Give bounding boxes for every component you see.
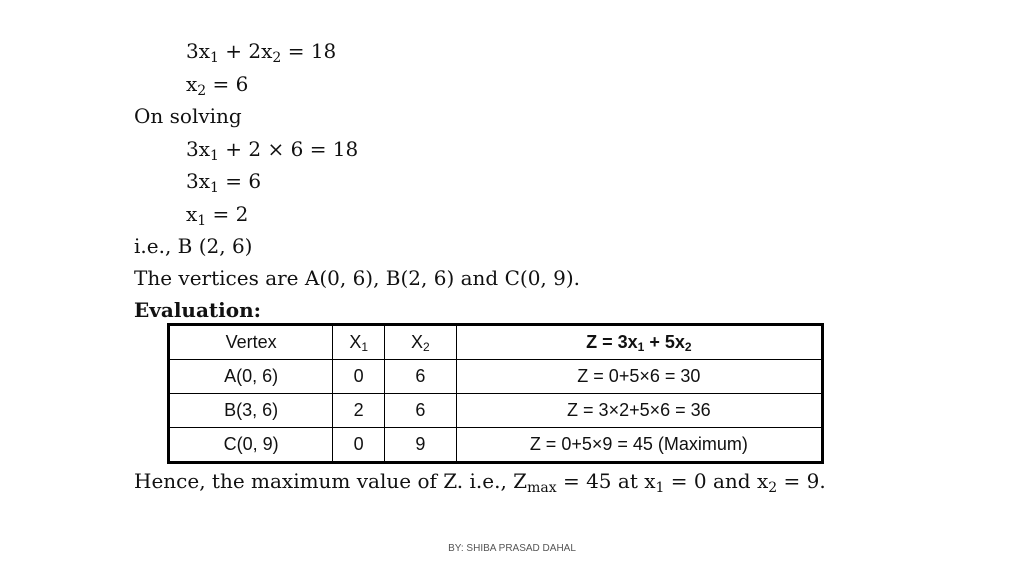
equation-3: $3x_1 + 2 \times 6 = 18$ [186,137,359,164]
conclusion-text: Hence, the maximum value of Z. i.e., $Z_{max} = 45$ at $x_1 = 0$ and $x_2 = 9$. [134,469,826,496]
point-b-text: i.e., B (2, 6) [134,234,253,258]
cell-x1: 2 [333,394,385,428]
cell-z: Z = 0+5×9 = 45 (Maximum) [456,428,822,463]
vertices-text: The vertices are A(0, 6), B(2, 6) and C(0, 9). [134,266,581,290]
equation-5: $x_1 = 2$ [186,202,249,229]
header-x2: $X_2$ [385,325,457,360]
evaluation-table [167,323,824,464]
cell-x2: 9 [385,428,457,463]
cell-x1: 0 [333,360,385,394]
table-row [169,360,823,394]
cell-vertex: B(3, 6) [169,394,333,428]
table-row [169,394,823,428]
on-solving-text: On solving [134,104,242,128]
cell-x2: 6 [385,394,457,428]
cell-x2: 6 [385,360,457,394]
header-x1: $X_1$ [333,325,385,360]
cell-z: Z = 3×2+5×6 = 36 [456,394,822,428]
table-row [169,428,823,463]
evaluation-heading: Evaluation: [134,298,262,322]
equation-1: $3x_1 + 2x_2 = 18$ [186,39,337,66]
cell-vertex: A(0, 6) [169,360,333,394]
equation-4: $3x_1 = 6$ [186,169,262,196]
cell-vertex: C(0, 9) [169,428,333,463]
equation-2: $x_2 = 6$ [186,72,249,99]
cell-x1: 0 [333,428,385,463]
footer-author: BY: SHIBA PRASAD DAHAL [448,543,576,554]
header-z: $Z = 3x_1 + 5x_2$ [456,325,822,360]
header-vertex: Vertex [169,325,333,360]
table-header-row [169,325,823,360]
cell-z: Z = 0+5×6 = 30 [456,360,822,394]
